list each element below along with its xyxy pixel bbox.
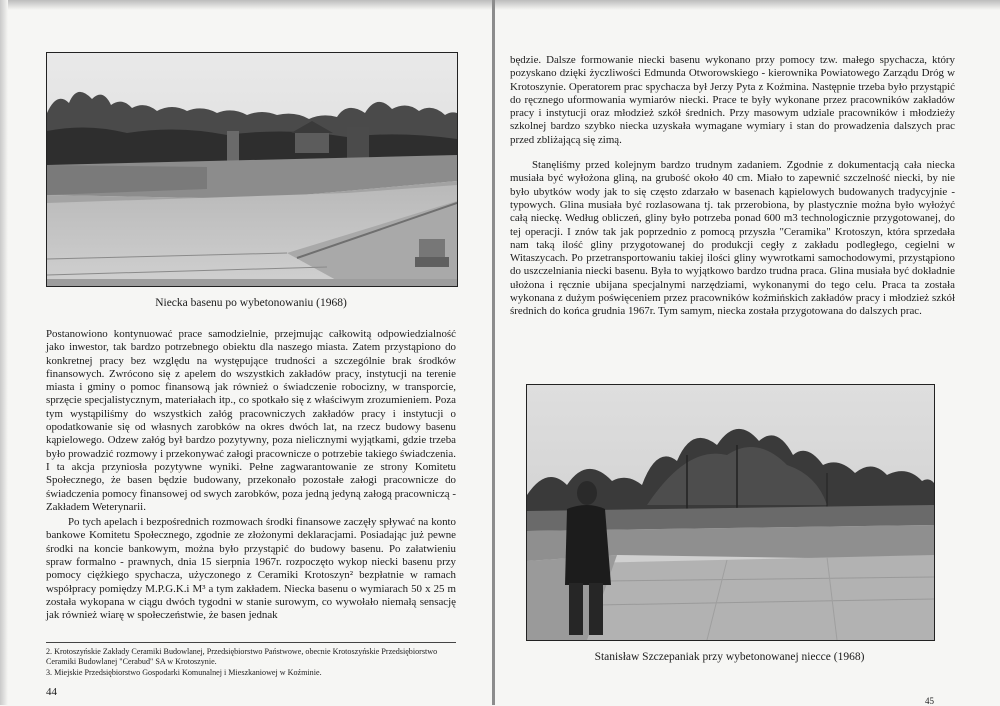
footnote: 3. Miejskie Przedsiębiorstwo Gospodarki Komunalnej i Mieszkaniowej w Koźminie. <box>46 668 322 677</box>
left-body-text <box>46 328 456 623</box>
man-at-pool-photo <box>526 384 935 641</box>
photo-caption: Stanisław Szczepaniak przy wybetonowanej niecce (1968) <box>594 651 865 663</box>
right-page <box>495 0 1000 705</box>
scan-edge-left <box>0 0 8 705</box>
footnote-separator <box>46 642 456 643</box>
paragraph: będzie. Dalsze formowanie niecki basenu wykonano przy pomocy tzw. małego spychacza, który pozyskano dzięki życzliwości Edmunda Otworowskiego - kierownika Powiatowego Zarządu Dróg w Krotoszynie. Operatorem prac spychacza był Jerzy Pyta z Koźmina. Następnie trzeba było przystąpić do ręcznego uformowania wymiarów niecki. Prace te były wykonane przez pracowników zakładów pracy i instytucji oraz młodzież szkół średnich. Przy masowym udziale pracowników i młodzieży szkolnej bardzo szybko niecka uzyskała wymagane wymiary i stan do prowadzenia dalszych prac przed zbliżającą się zimą. <box>510 54 955 146</box>
paragraph: Postanowiono kontynuować prace samodzielnie, przejmując całkowitą odpowiedzialność jako inwestor, tak bardzo potrzebnego obiektu dla naszego miasta. Zatem przystąpiono do konkretnej pracy bez względu na występujące trudności a szczególnie brak środków finansowych. Zwrócono się z apelem do wszystkich zakładów pracy, instytucji na terenie miasta i gminy o pomoc finansową jak również o świadczenie robocizny, w transporcie, sprzęcie specjalistycznym, materiałach itp., co spotkało się z właściwym zrozumieniem. Poza tym wystąpiliśmy do wszystkich załóg pracowniczych zakładów pracy i instytucji o opodatkowanie się od własnych zarobków na okres dwóch lat, na rzecz budowy basenu kąpielowego. Odzew załóg był bardzo pozytywny, poza nielicznymi wyjątkami, gdzie trzeba było prowadzić rozmowy i przekonywać załogi pracownicze o potrzebie takiego świadczenia. I ta akcja przyniosła pozytywne wyniki. Pełne zagwarantowanie ze strony Komitetu Społecznego, że basen będzie budowany, przekonało pozostałe załogi pracownicze do świadczenia pomocy finansowej od swych zarobków, poza jedną jedyną załogą pracowniczą - Zakładem Weterynarii. <box>46 328 456 513</box>
left-page <box>8 0 492 705</box>
footnote: 2. Krotoszyńskie Zakłady Ceramiki Budowlanej, Przedsiębiorstwo Państwowe, obecnie Krotoszyńskie Przedsiębiorstwo Ceramiki Budowlanej "Cerabud" SA w Krotoszynie. <box>46 647 438 667</box>
page-number: 45 <box>925 696 934 706</box>
photo-caption: Niecka basenu po wybetonowaniu (1968) <box>155 297 347 309</box>
page-number: 44 <box>46 686 57 698</box>
paragraph: Stanęliśmy przed kolejnym bardzo trudnym zadaniem. Zgodnie z dokumentacją cała niecka musiała być wyłożona gliną, na grubość około 40 cm. Miało to zapewnić szczelność niecki, by nie było ubytków wody jak to się często zdarzało w basenach kąpielowych budowanych tradycyjnie - typowych. Glina musiała być rozlasowana tj. tak przerobiona, by plastycznie można było wyłożyć całą nieckę. Według obliczeń, gliny było potrzeba ponad 600 m3 technologicznie przygotowanej, do tej operacji. I znów tak jak poprzednio z pomocą przyszła "Ceramika" Krotoszyn, która sprzedała nam taką ilość gliny przygotowanej do produkcji cegły z zakładu podległego, cegielni w Witaszycach. Po przetransportowaniu takiej ilości gliny wywrotkami samochodowymi, przystąpiono do uszczelniania niecki basenu. Była to wyjątkowo bardzo trudna praca. Glina musiała być dokładnie ułożona i ręcznie ubijana specjalnymi narzędziami, wykonanymi do tego celu. Praca ta została wykonana z dużym poświęceniem przez pracowników koźmińskich zakładów pracy i młodzież szkół średnich do końca grudnia 1967r. Tym samym, niecka została przygotowana do dalszych prac. <box>510 159 955 318</box>
paragraph: Po tych apelach i bezpośrednich rozmowach środki finansowe zaczęły spływać na konto bankowe Komitetu Społecznego, zgodnie ze złożonymi deklaracjami. Posiadając już pewne środki na koncie bankowym, można było przystąpić do budowy basenu. Po załatwieniu spraw formalno - prawnych, dnia 15 sierpnia 1967r. rozpoczęto wykop niecki basenu przy pomocy ciężkiego spychacza, użyczonego z Ceramiki Krotoszyn² bezpłatnie w ramach współpracy pomiędzy M.P.G.K.i M³ a tym zakładem. Niecka basenu o wymiarach 50 x 25 m została wykopana w ciągu dwóch tygodni w stanie surowym, co wywołało niemałą sensację jak również wiarę w społeczeństwie, że basen jednak <box>46 516 456 622</box>
right-body-text <box>510 54 955 319</box>
pool-basin-photo <box>46 52 458 287</box>
